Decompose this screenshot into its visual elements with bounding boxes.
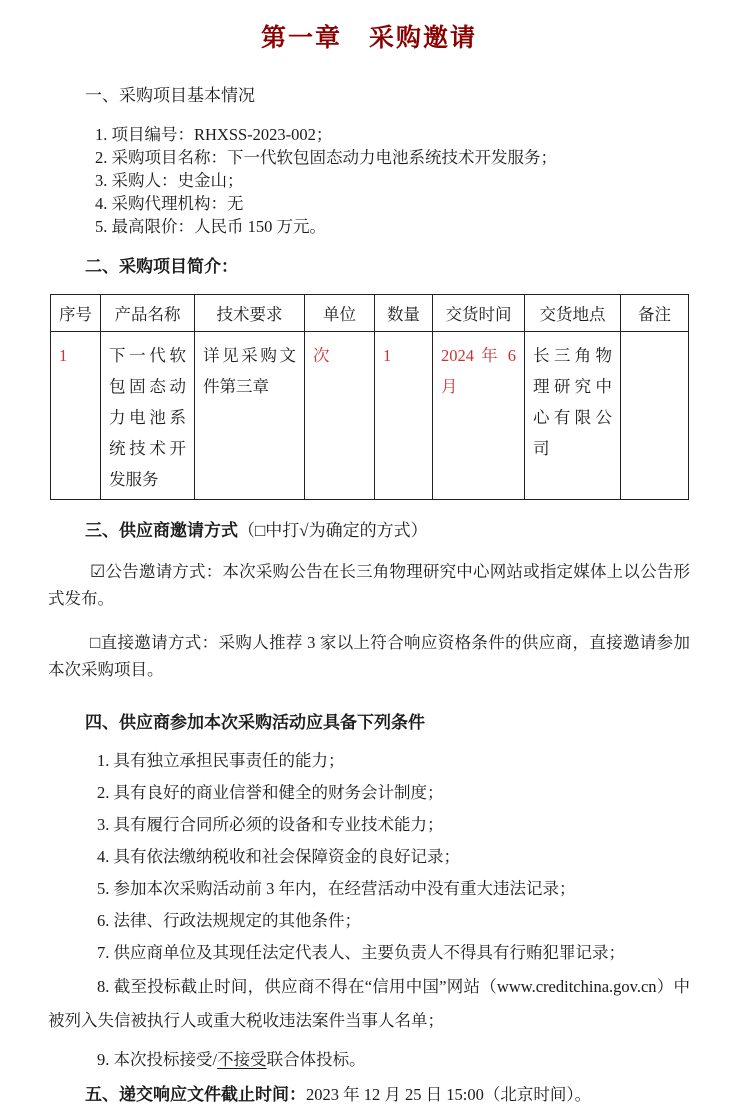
- col-header-tech: 技术要求: [195, 295, 305, 332]
- deadline-line: [48, 1083, 690, 1107]
- condition-6: 6. 法律、行政法规规定的其他条件；: [97, 911, 361, 930]
- section3-heading-note: （□中打√为确定的方式）: [238, 521, 428, 540]
- condition-5: 5. 参加本次采购活动前 3 年内，在经营活动中没有重大违法记录；: [97, 879, 576, 898]
- project-number-line: 1. 项目编号：RHXSS-2023-002；: [95, 125, 333, 144]
- condition-1: 1. 具有独立承担民事责任的能力；: [97, 751, 345, 770]
- col-header-unit: 单位: [305, 295, 375, 332]
- condition-3: 3. 具有履行合同所必须的设备和专业技术能力；: [97, 815, 444, 834]
- table-header-row: [51, 295, 689, 332]
- chapter-title: 第一章 采购邀请: [260, 24, 477, 52]
- section1-heading: 一、采购项目基本情况: [85, 86, 255, 105]
- procurement-spec-table: [50, 294, 689, 500]
- cell-product: 下一代软包固态动力电池系统技术开发服务: [101, 332, 195, 500]
- unchecked-checkbox-icon: □: [90, 633, 101, 652]
- condition-9-suffix: 联合体投标。: [266, 1050, 366, 1069]
- purchaser-line: 3. 采购人：史金山；: [95, 171, 244, 190]
- section4-heading: 四、供应商参加本次采购活动应具备下列条件: [85, 713, 425, 732]
- cell-delivery-place: 长三角物理研究中心有限公司: [525, 332, 621, 500]
- condition-8: 8. 截至投标截止时间，供应商不得在“信用中国”网站（www.creditchina.gov.cn）中被列入失信被执行人或重大税收违法案件当事人名单；: [48, 977, 690, 1030]
- section4-item-list: [48, 750, 690, 1070]
- direct-invitation-paragraph: [48, 629, 690, 683]
- cell-seq: 1: [51, 332, 101, 500]
- section1-item-list: [48, 123, 690, 238]
- direct-invitation-text: 直接邀请方式：采购人推荐 3 家以上符合响应资格条件的供应商，直接邀请参加本次采购项目。: [48, 633, 690, 679]
- checked-checkbox-icon: ☑: [90, 562, 106, 581]
- deadline-value: 2023 年 12 月 25 日 15:00（北京时间）。: [306, 1085, 592, 1104]
- project-name-line: 2. 采购项目名称：下一代软包固态动力电池系统技术开发服务；: [95, 148, 557, 167]
- col-header-product: 产品名称: [101, 295, 195, 332]
- announce-invitation-text: 公告邀请方式：本次采购公告在长三角物理研究中心网站或指定媒体上以公告形式发布。: [48, 562, 690, 608]
- agency-line: 4. 采购代理机构：无: [95, 194, 244, 213]
- section3-heading: [48, 516, 690, 541]
- col-header-remark: 备注: [621, 295, 689, 332]
- condition-4: 4. 具有依法缴纳税收和社会保障资金的良好记录；: [97, 847, 460, 866]
- price-limit-line: 5. 最高限价：人民币 150 万元。: [95, 217, 326, 236]
- col-header-seq: 序号: [51, 295, 101, 332]
- announce-invitation-paragraph: [48, 558, 690, 612]
- cell-qty: 1: [375, 332, 433, 500]
- condition-2: 2. 具有良好的商业信誉和健全的财务会计制度；: [97, 783, 444, 802]
- col-header-delivery-place: 交货地点: [525, 295, 621, 332]
- condition-9: [48, 1049, 690, 1070]
- table-row: [51, 332, 689, 500]
- section3-heading-bold: 三、供应商邀请方式: [85, 521, 238, 540]
- deadline-label: 五、递交响应文件截止时间：: [85, 1085, 306, 1104]
- col-header-qty: 数量: [375, 295, 433, 332]
- cell-delivery-time: 2024 年 6 月: [433, 332, 525, 500]
- section2-heading: 二、采购项目简介：: [85, 257, 238, 276]
- cell-tech: 详见采购文件第三章: [195, 332, 305, 500]
- cell-remark: [621, 332, 689, 500]
- cell-unit: 次: [305, 332, 375, 500]
- col-header-delivery-time: 交货时间: [433, 295, 525, 332]
- condition-9-underlined: 不接受: [217, 1050, 267, 1069]
- condition-7: 7. 供应商单位及其现任法定代表人、主要负责人不得具有行贿犯罪记录；: [97, 943, 625, 962]
- condition-9-prefix: 9. 本次投标接受/: [97, 1050, 218, 1069]
